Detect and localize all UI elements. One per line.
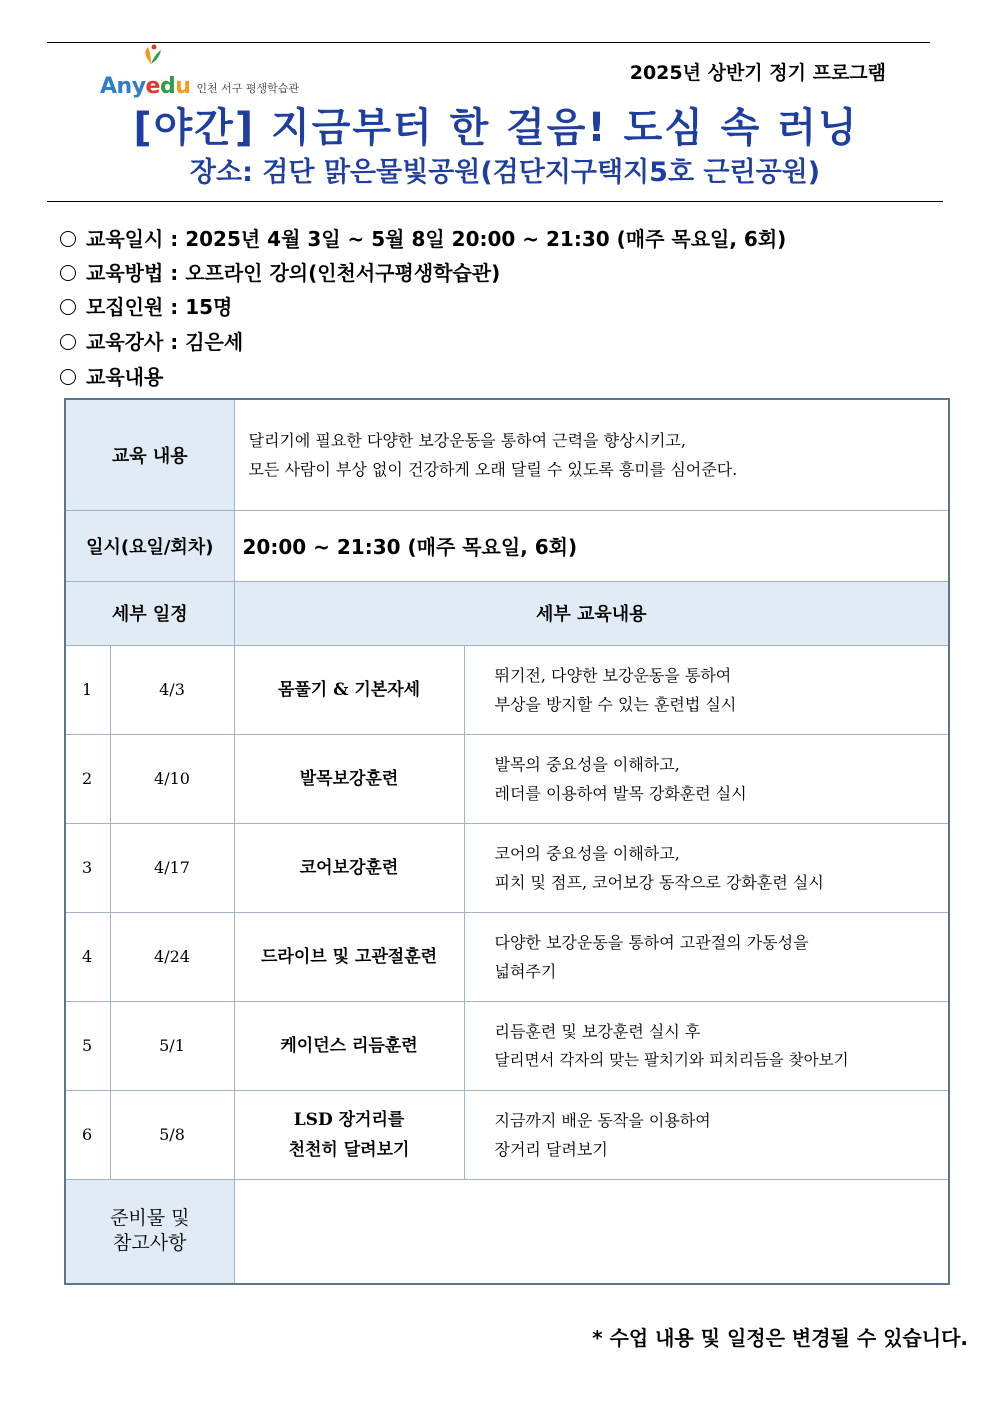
- time-row: [65, 510, 949, 581]
- session-date: 4/24: [110, 912, 234, 1001]
- detail-line: 발목의 중요성을 이해하고,: [494, 754, 680, 774]
- circle-bullet-icon: [60, 231, 76, 247]
- table-row: [65, 912, 949, 1001]
- session-date: 5/1: [110, 1001, 234, 1090]
- topic-line: 천천히 달려보기: [288, 1139, 410, 1160]
- session-topic: [234, 645, 464, 734]
- topic-line: LSD 장거리를: [293, 1109, 405, 1130]
- topic-line: 발목보강훈련: [299, 768, 399, 789]
- session-number: 1: [65, 645, 110, 734]
- info-text: 교육내용: [86, 365, 164, 389]
- time-value: 20:00 ~ 21:30 (매주 목요일, 6회): [234, 510, 949, 581]
- table-row: [65, 645, 949, 734]
- curriculum-table: [64, 398, 950, 1285]
- top-rule: [47, 42, 930, 43]
- page-subtitle: 장소: 검단 맑은물빛공원(검단지구택지5호 근린공원): [189, 157, 821, 188]
- topic-line: 케이던스 리듬훈련: [280, 1035, 418, 1056]
- circle-bullet-icon: [60, 334, 76, 350]
- session-number: 4: [65, 912, 110, 1001]
- detail-line: 피치 및 점프, 코어보강 동작으로 강화훈련 실시: [494, 872, 824, 892]
- prep-label: [65, 1179, 234, 1284]
- prep-label-line: 준비물 및: [110, 1207, 190, 1230]
- schedule-header-row: [65, 581, 949, 645]
- info-text: 교육방법 : 오프라인 강의(인천서구평생학습관): [86, 261, 501, 285]
- detail-line: 코어의 중요성을 이해하고,: [494, 843, 680, 863]
- session-detail: [464, 1001, 949, 1090]
- session-detail: [464, 734, 949, 823]
- detail-line: 지금까지 배운 동작을 이용하여: [494, 1110, 711, 1130]
- detail-line: 뛰기전, 다양한 보강운동을 통하여: [494, 665, 732, 685]
- session-topic: [234, 912, 464, 1001]
- detail-line: 부상을 방지할 수 있는 훈련법 실시: [494, 694, 737, 714]
- session-topic: [234, 1090, 464, 1179]
- detail-line: 리듬훈련 및 보강훈련 실시 후: [494, 1021, 701, 1041]
- detail-label: 세부 교육내용: [234, 581, 949, 645]
- session-date: 4/10: [110, 734, 234, 823]
- detail-line: 장거리 달려보기: [494, 1139, 608, 1159]
- circle-bullet-icon: [60, 299, 76, 315]
- session-detail: [464, 823, 949, 912]
- prep-label-line: 참고사항: [113, 1232, 187, 1255]
- session-date: 4/3: [110, 645, 234, 734]
- topic-line: 코어보강훈련: [299, 857, 399, 878]
- header-rule: [47, 201, 943, 202]
- session-detail: [464, 645, 949, 734]
- detail-line: 다양한 보강운동을 통하여 고관절의 가동성을: [494, 932, 809, 952]
- session-topic: [234, 734, 464, 823]
- footer-note: * 수업 내용 및 일정은 변경될 수 있습니다.: [592, 1326, 968, 1350]
- session-detail: [464, 1090, 949, 1179]
- session-date: 5/8: [110, 1090, 234, 1179]
- info-item: [60, 223, 786, 252]
- info-text: 모집인원 : 15명: [86, 295, 233, 319]
- table-row: [65, 1001, 949, 1090]
- logo-word: Anyedu: [100, 74, 191, 99]
- content-line: 모든 사람이 부상 없이 건강하게 오래 달릴 수 있도록 흥미를 심어준다.: [248, 459, 738, 479]
- content-row: [65, 399, 949, 510]
- logo-mark-icon: [140, 44, 162, 66]
- info-text: 교육강사 : 김은세: [86, 330, 244, 354]
- circle-bullet-icon: [60, 369, 76, 385]
- detail-line: 넓혀주기: [494, 961, 557, 981]
- content-text: [234, 399, 949, 510]
- table-row: [65, 734, 949, 823]
- prep-content: [234, 1179, 949, 1284]
- info-item: [60, 291, 232, 320]
- topic-line: 몸풀기 & 기본자세: [277, 679, 421, 700]
- detail-line: 달리면서 각자의 맞는 팔치기와 피치리듬을 찾아보기: [494, 1050, 849, 1069]
- program-label: 2025년 상반기 정기 프로그램: [629, 62, 886, 84]
- logo-sub: 인천 서구 평생학습관: [196, 82, 300, 95]
- session-topic: [234, 823, 464, 912]
- session-number: 5: [65, 1001, 110, 1090]
- session-number: 6: [65, 1090, 110, 1179]
- topic-line: 드라이브 및 고관절훈련: [260, 946, 438, 967]
- session-topic: [234, 1001, 464, 1090]
- session-date: 4/17: [110, 823, 234, 912]
- schedule-label: 세부 일정: [65, 581, 234, 645]
- prep-row: [65, 1179, 949, 1284]
- content-line: 달리기에 필요한 다양한 보강운동을 통하여 근력을 향상시키고,: [248, 430, 686, 450]
- session-detail: [464, 912, 949, 1001]
- info-text: 교육일시 : 2025년 4월 3일 ~ 5월 8일 20:00 ~ 21:30 (매주 목요일, 6회): [86, 227, 787, 251]
- detail-line: 레더를 이용하여 발목 강화훈련 실시: [494, 783, 747, 803]
- time-label: 일시(요일/회차): [65, 510, 234, 581]
- logo: [100, 48, 299, 98]
- info-item: [60, 326, 243, 355]
- session-number: 2: [65, 734, 110, 823]
- session-number: 3: [65, 823, 110, 912]
- page-title: [야간] 지금부터 한 걸음! 도심 속 러닝: [133, 105, 859, 151]
- info-item: [60, 257, 500, 286]
- info-item: [60, 361, 163, 390]
- table-row: [65, 1090, 949, 1179]
- content-label: 교육 내용: [65, 399, 234, 510]
- circle-bullet-icon: [60, 265, 76, 281]
- table-row: [65, 823, 949, 912]
